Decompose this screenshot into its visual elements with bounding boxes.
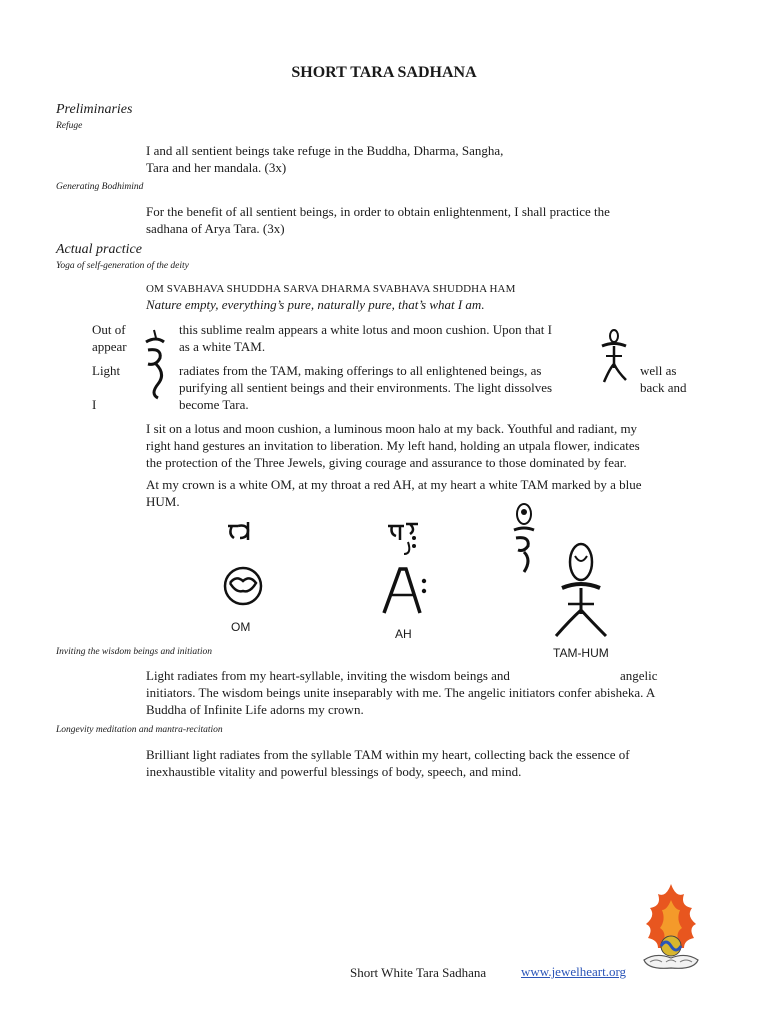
mantra-translation: Nature empty, everything’s pure, naturally pure, that’s what I am. [146, 297, 485, 312]
om-label: OM [231, 620, 251, 634]
ah-syllable-icon [380, 565, 430, 615]
mid-line-1: this sublime realm appears a white lotus and moon cushion. Upon that I [179, 322, 552, 337]
tam-hum-label: TAM-HUM [553, 646, 609, 660]
refuge-heading: Refuge [56, 121, 83, 131]
crown-line-1: At my crown is a white OM, at my throat a red AH, at my heart a white TAM marked by a blue [146, 477, 642, 492]
footer-label: Short White Tara Sadhana [350, 965, 487, 980]
description-line-3: the protection of the Three Jewels, giving courage and assurance to those dominated by fear. [146, 455, 627, 470]
inviting-line-3: Buddha of Infinite Life adorns my crown. [146, 702, 364, 717]
mid-line-5: become Tara. [179, 397, 249, 412]
page-title: SHORT TARA SADHANA [291, 64, 477, 81]
yoga-heading: Yoga of self-generation of the deity [56, 261, 189, 271]
description-line-2: right hand gestures an invitation to liberation. My left hand, holding an utpala flower, indicates [146, 438, 640, 453]
bodhimind-line-1: For the benefit of all sentient beings, in order to obtain enlightenment, I shall practice the [146, 204, 610, 219]
om-syllable-icon [222, 565, 264, 607]
hum-tam-vertical-glyph-icon [510, 502, 538, 574]
refuge-line-2: Tara and her mandala. (3x) [146, 160, 287, 175]
ah-label: AH [395, 627, 412, 641]
om-tibetan-glyph-icon [226, 520, 252, 542]
longevity-line-1: Brilliant light radiates from the syllable TAM within my heart, collecting back the essence of [146, 747, 630, 762]
inviting-line-2: initiators. The wisdom beings unite inseparably with me. The angelic initiators confer abisheka. A [146, 685, 656, 700]
mid-line-2: as a white TAM. [179, 339, 266, 354]
tam-syllable-icon [140, 328, 172, 400]
tam-hum-large-icon [548, 540, 614, 640]
description-line-1: I sit on a lotus and moon cushion, a luminous moon halo at my back. Youthful and radiant, my [146, 421, 638, 436]
right-word-2: back and [640, 380, 687, 395]
mantra-text: OM SVABHAVA SHUDDHA SARVA DHARMA SVABHAVA SHUDDHA HAM [146, 283, 516, 295]
longevity-paragraph [146, 746, 630, 780]
bodhimind-line-2: sadhana of Arya Tara. (3x) [146, 221, 285, 236]
preliminaries-heading: Preliminaries [56, 102, 133, 117]
description-paragraph [146, 420, 640, 471]
longevity-line-2: inexhaustible vitality and powerful blessings of body, speech, and mind. [146, 764, 522, 779]
crown-paragraph [146, 476, 642, 510]
bodhimind-heading: Generating Bodhimind [56, 182, 144, 192]
inviting-heading: Inviting the wisdom beings and initiation [56, 647, 212, 657]
left-word-2: appear [92, 339, 127, 354]
refuge-line-1: I and all sentient beings take refuge in the Buddha, Dharma, Sangha, [146, 143, 504, 158]
left-word-4: I [92, 397, 97, 412]
left-word-1: Out of [92, 322, 126, 337]
ah-tibetan-glyph-icon [386, 520, 422, 556]
refuge-text [146, 142, 503, 176]
inviting-line-1b: angelic [620, 668, 658, 683]
footer-link[interactable]: www.jewelheart.org [521, 964, 627, 979]
longevity-heading: Longevity meditation and mantra-recitation [56, 725, 223, 735]
mid-line-4: purifying all sentient beings and their environments. The light dissolves [179, 380, 553, 395]
jewel-heart-logo-icon [636, 882, 706, 974]
crown-line-2: HUM. [146, 494, 180, 509]
inviting-paragraph [146, 684, 655, 718]
left-word-3: Light [92, 363, 121, 378]
tam-hum-small-icon [596, 328, 632, 386]
inviting-line-1a: Light radiates from my heart-syllable, inviting the wisdom beings and [146, 668, 510, 683]
mid-line-3: radiates from the TAM, making offerings to all enlightened beings, as [179, 363, 542, 378]
actual-practice-heading: Actual practice [56, 242, 142, 257]
right-word-1: well as [640, 363, 677, 378]
bodhimind-text [146, 203, 610, 237]
